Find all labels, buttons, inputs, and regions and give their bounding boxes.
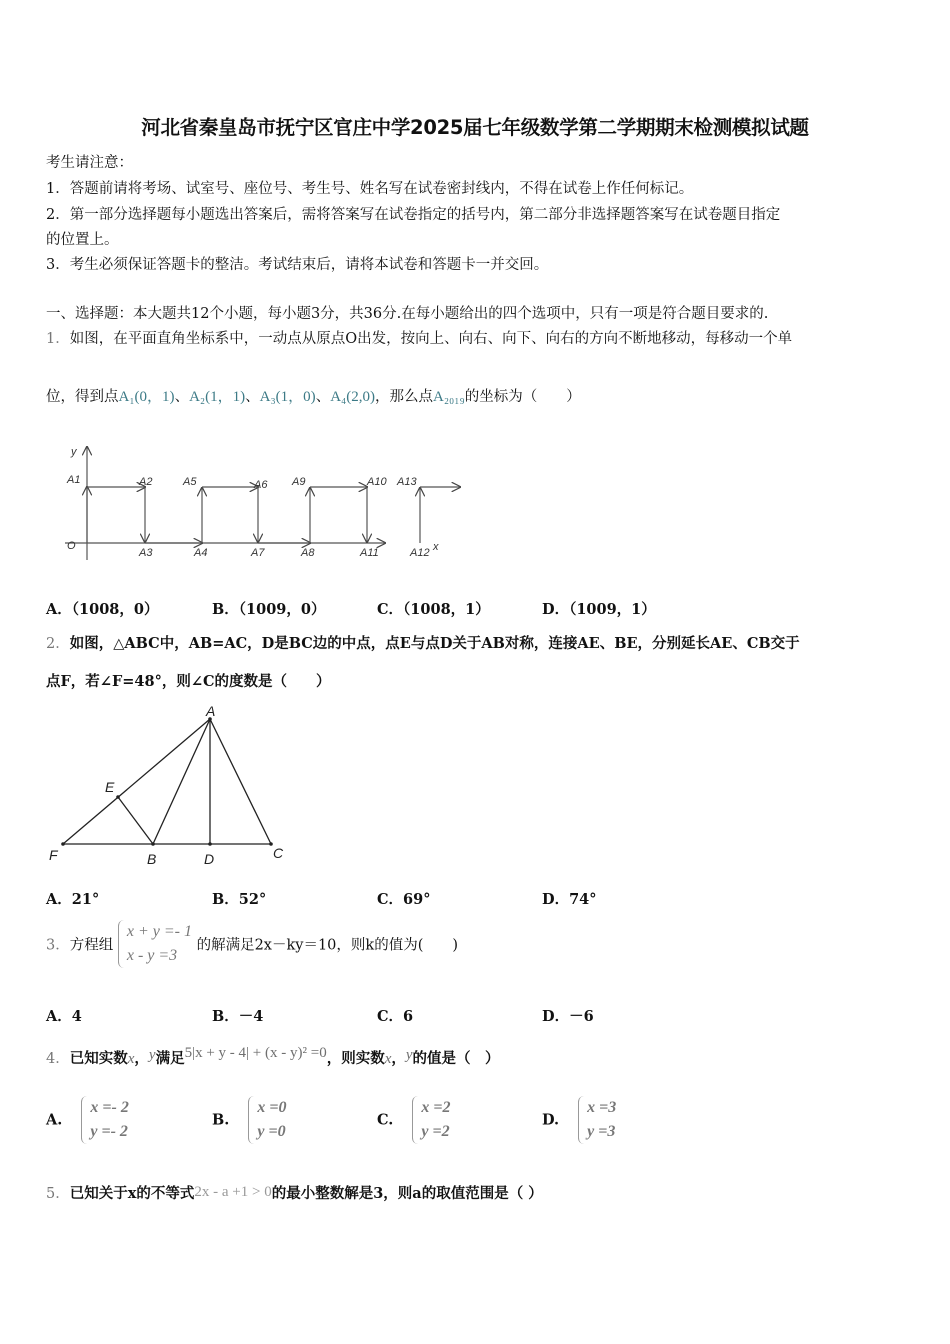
svg-text:O: O <box>67 540 76 552</box>
notice-item-1: 1．答题前请将考场、试室号、座位号、考生号、姓名写在试卷密封线内，不得在试卷上作任何标记。 <box>46 181 694 197</box>
point-a4: A₄(2,0) <box>330 389 375 405</box>
svg-text:y: y <box>71 446 77 458</box>
svg-text:A8: A8 <box>301 547 315 559</box>
svg-text:E: E <box>105 779 115 795</box>
q1-option-d[interactable]: D．（1009，1） <box>542 601 656 618</box>
q4-option-b[interactable]: B. x =0 y =0 <box>212 1096 287 1144</box>
point-a2019: A₂₀₁₉ <box>433 389 465 405</box>
question-2-line1: 2．如图，△ABC中，AB=AC，D是BC边的中点，点E与点D关于AB对称，连接AE、BE，分别延长AE、CB交于 <box>46 635 800 652</box>
q1-option-b[interactable]: B．（1009，0） <box>212 601 326 618</box>
q3-option-b[interactable]: B．－4 <box>212 1008 264 1025</box>
equation-q4: 5|x + y - 4| + (x - y)² =0 <box>184 1045 327 1061</box>
point-a3: A₃(1，0) <box>259 389 316 405</box>
q2-option-a[interactable]: A．21° <box>46 891 100 908</box>
q3-option-d[interactable]: D．－6 <box>542 1008 594 1025</box>
svg-text:C: C <box>273 845 284 861</box>
svg-text:A11: A11 <box>360 547 379 559</box>
notice-item-2-cont: 的位置上。 <box>46 232 119 248</box>
svg-text:A13: A13 <box>397 476 417 488</box>
q2-option-d[interactable]: D．74° <box>542 891 597 908</box>
notice-item-2: 2．第一部分选择题每小题选出答案后，需将答案写在试卷指定的括号内，第二部分非选择题答案写在试卷题目指定 <box>46 207 781 223</box>
q1-option-c[interactable]: C．（1008，1） <box>377 601 490 618</box>
notice-item-3: 3．考生必须保证答题卡的整洁。考试结束后，请将本试卷和答题卡一并交回。 <box>46 257 549 273</box>
inequality-q5: 2x - a +1 > 0 <box>194 1184 272 1200</box>
point-a2: A₂(1，1) <box>189 389 246 405</box>
notice-heading: 考生请注意： <box>46 155 133 171</box>
q4-option-d[interactable]: D. x =3 y =3 <box>542 1096 616 1144</box>
question-2-line2: 点F，若∠F=48°，则∠C的度数是（ ） <box>46 673 331 690</box>
svg-text:A2: A2 <box>139 476 153 488</box>
q3-option-c[interactable]: C．6 <box>377 1008 414 1025</box>
question-1-line2: 位，得到点A₁(0，1)、A₂(1，1)、A₃(1，0)、A₄(2,0)，那么点A₂₀₁₉的坐标为（ ） <box>46 389 581 405</box>
svg-text:A1: A1 <box>67 474 81 486</box>
question-number: 1． <box>46 331 70 347</box>
svg-text:D: D <box>204 851 215 867</box>
svg-text:B: B <box>147 851 157 867</box>
q4-option-a[interactable]: A. x =- 2 y =- 2 <box>46 1096 129 1144</box>
svg-text:x: x <box>433 541 439 553</box>
svg-text:A12: A12 <box>410 547 430 559</box>
svg-text:A5: A5 <box>183 476 197 488</box>
question-5: 5．已知关于x的不等式2x - a +1 > 0的最小整数解是3，则a的取值范围是（ ） <box>46 1184 543 1202</box>
q1-option-a[interactable]: A．（1008，0） <box>46 601 159 618</box>
figure-q2-triangle <box>45 700 305 875</box>
svg-text:A10: A10 <box>367 476 387 488</box>
question-1-line1: 1．如图，在平面直角坐标系中，一动点从原点O出发，按向上、向右、向下、向右的方向不断地移动，每移动一个单 <box>46 331 793 347</box>
svg-text:A9: A9 <box>292 476 306 488</box>
q3-option-a[interactable]: A．4 <box>46 1008 82 1025</box>
equation-system: x + y =- 1 x - y =3 <box>118 920 192 968</box>
q2-option-b[interactable]: B．52° <box>212 891 267 908</box>
svg-text:F: F <box>49 847 58 863</box>
svg-text:A4: A4 <box>194 547 208 559</box>
svg-text:A: A <box>206 703 216 719</box>
section-heading: 一、选择题：本大题共12个小题，每小题3分，共36分.在每小题给出的四个选项中，只有一项是符合题目要求的. <box>46 306 769 322</box>
question-4: 4．已知实数x，y满足5|x + y - 4| + (x - y)² =0，则实数x，y的值是（ ） <box>46 1045 500 1067</box>
svg-text:A6: A6 <box>254 479 268 491</box>
svg-text:A3: A3 <box>139 547 153 559</box>
page-title: 河北省秦皇岛市抚宁区官庄中学2025届七年级数学第二学期期末检测模拟试题 <box>141 116 809 139</box>
point-a1: A₁(0，1) <box>118 389 175 405</box>
q2-option-c[interactable]: C．69° <box>377 891 431 908</box>
figure-q1-coordinate-path <box>55 435 475 565</box>
q4-option-c[interactable]: C. x =2 y =2 <box>377 1096 451 1144</box>
question-3: 3．方程组 x + y =- 1 x - y =3 的解满足2x－ky＝10，则k的值为( ) <box>46 920 458 968</box>
svg-text:A7: A7 <box>251 547 265 559</box>
